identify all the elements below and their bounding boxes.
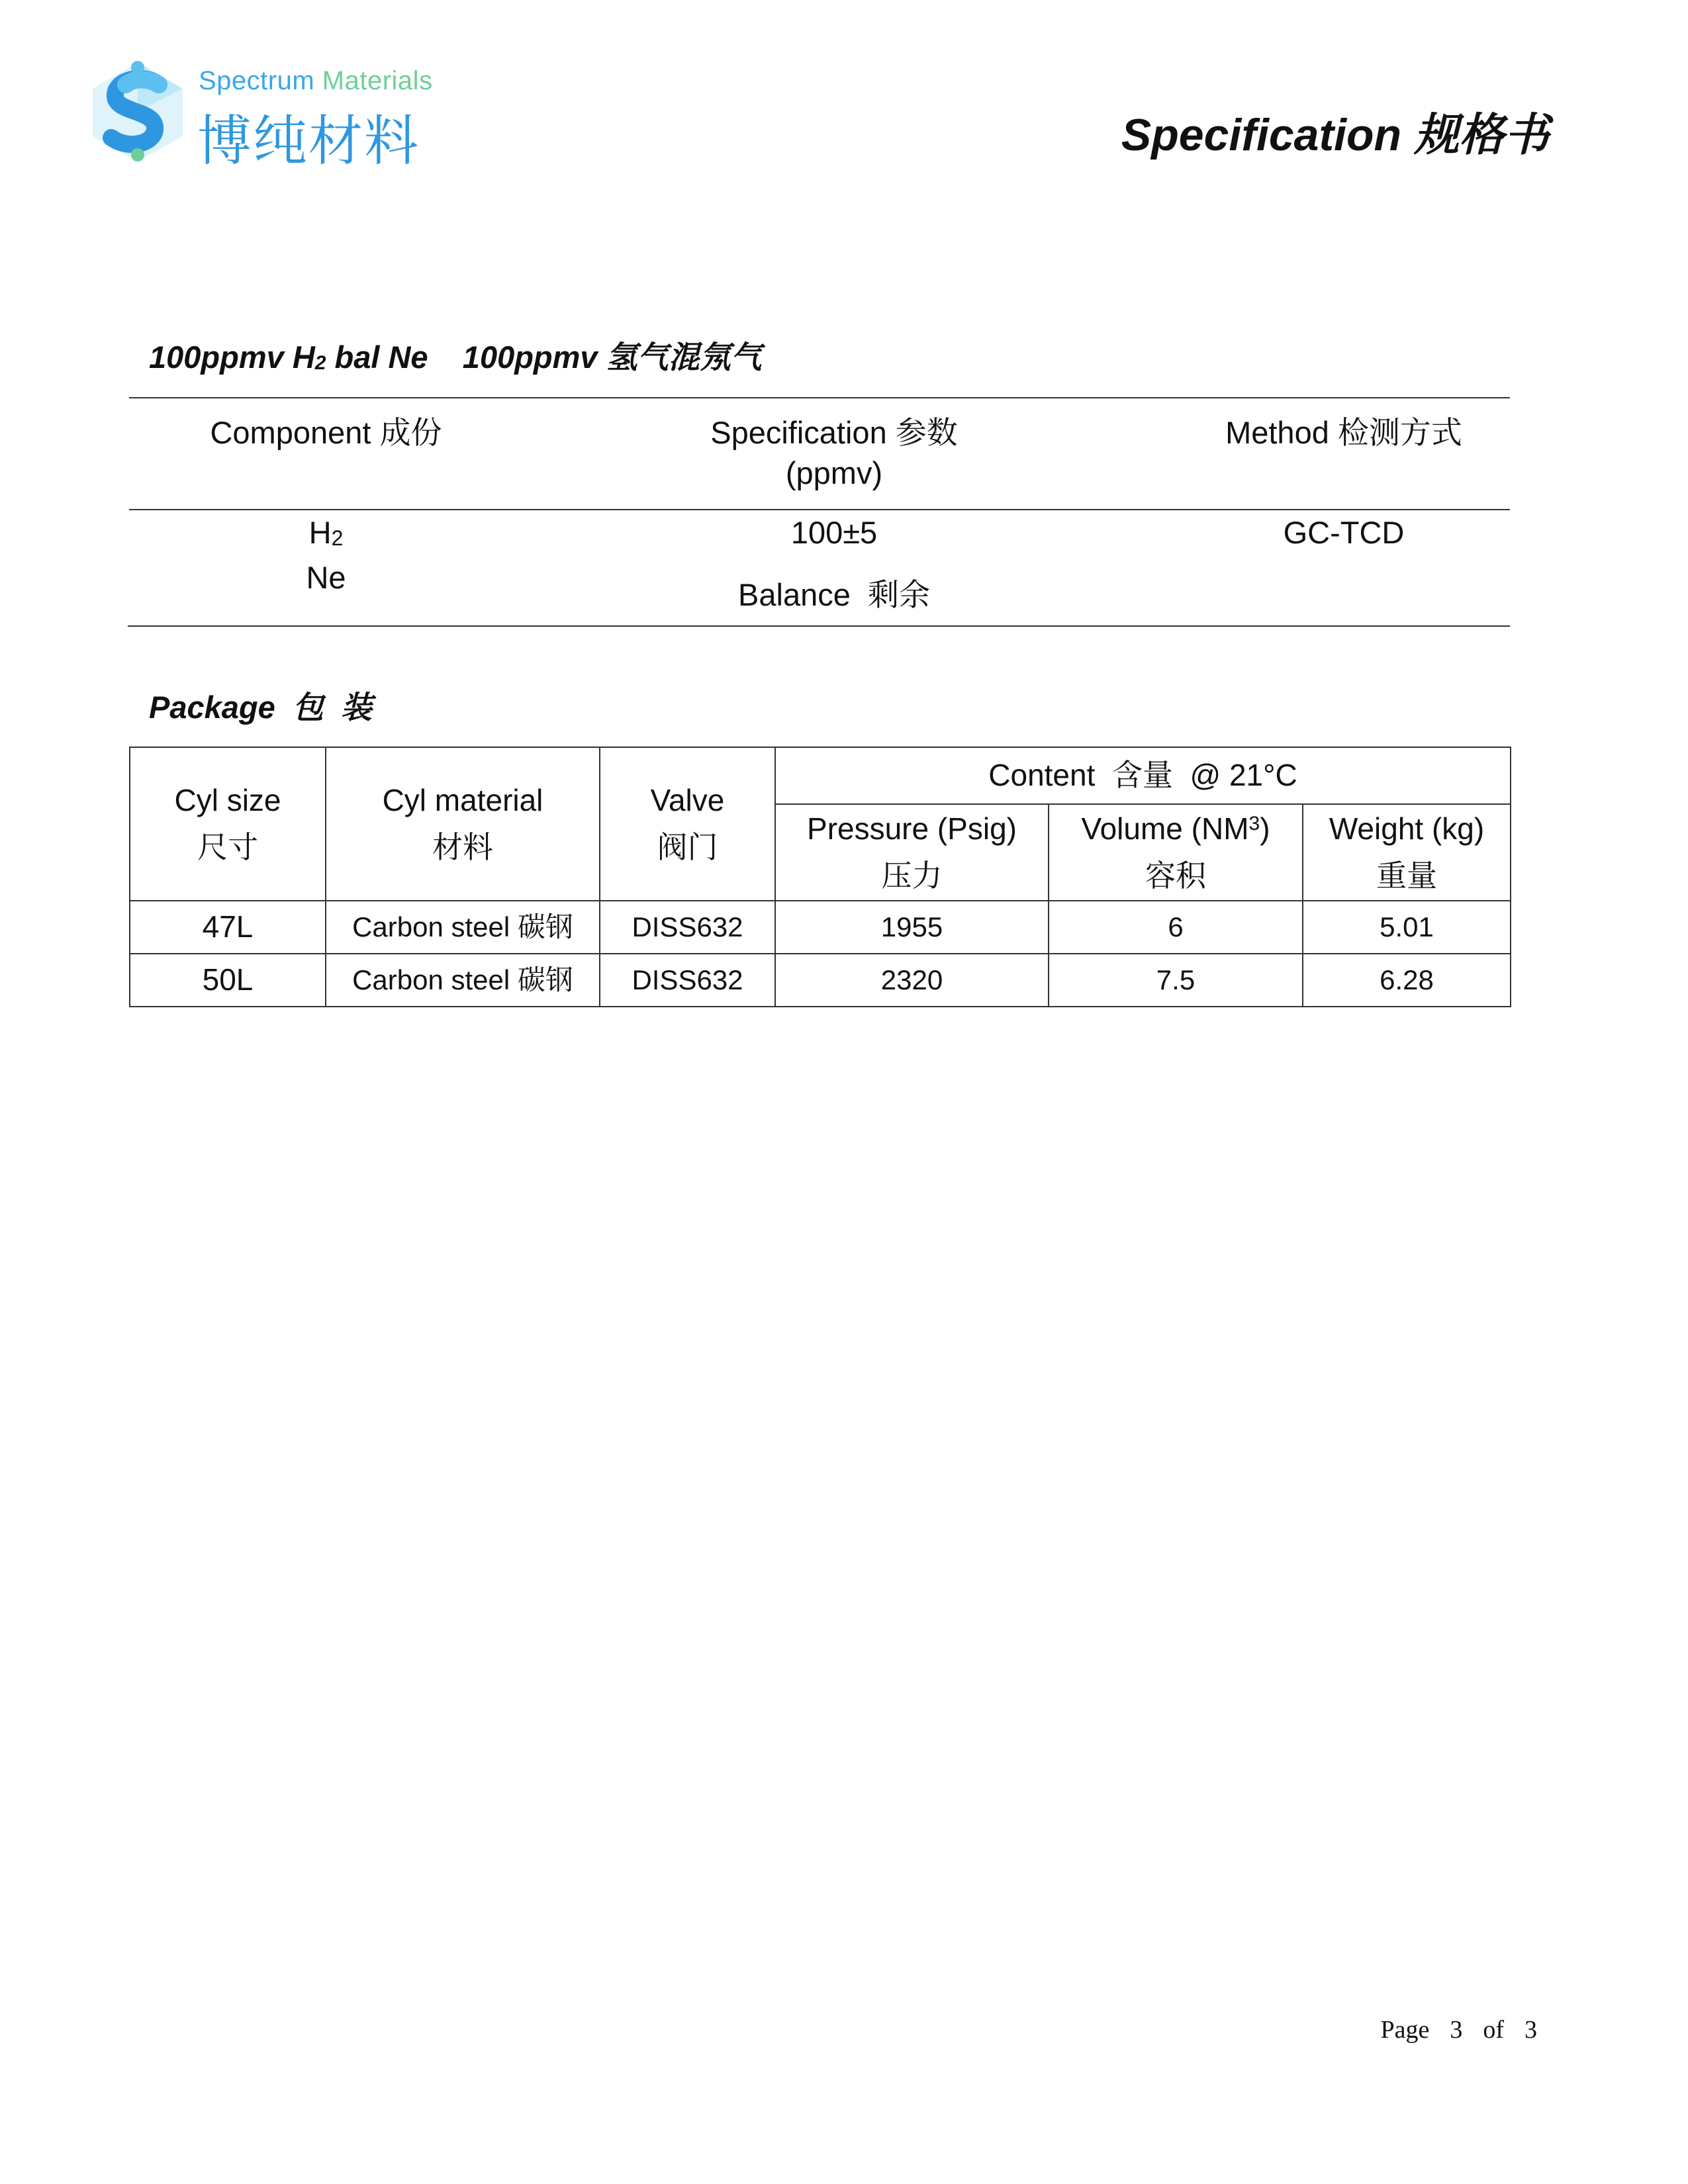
header-volume: Volume $(NM^3)$ 容积	[1049, 804, 1303, 901]
spec-row-component: $H_2$	[308, 515, 344, 550]
header-weight: Weight (kg) 重量	[1303, 804, 1511, 901]
header-pressure: Pressure (Psig) 压力	[775, 804, 1049, 901]
spec-table-header-rule	[129, 509, 1510, 510]
spec-table-top-rule	[129, 397, 1510, 398]
cell-valve: DISS632	[600, 954, 775, 1007]
cell-valve: DISS632	[600, 901, 775, 954]
company-logo-mark	[85, 58, 191, 164]
cell-material: Carbon steel 碳钢	[326, 901, 600, 954]
cell-weight: 5.01	[1303, 901, 1511, 954]
spec-header-unit: (ppmv)	[785, 455, 883, 490]
cell-material: Carbon steel 碳钢	[326, 954, 600, 1007]
logo-name-cn: 博纯材料	[197, 110, 420, 173]
table-row	[130, 954, 1511, 1007]
cell-volume: 7.5	[1049, 954, 1303, 1007]
spec-row-value: Balance 剩余	[738, 577, 930, 612]
spec-header-specification: Specification 参数	[710, 415, 958, 450]
spec-row-value: 100±5	[790, 515, 878, 550]
package-table	[129, 747, 1511, 1007]
header-cyl-size: Cyl size 尺寸	[130, 747, 326, 901]
cell-weight: 6.28	[1303, 954, 1511, 1007]
header-valve: Valve 阀门	[600, 747, 775, 901]
spec-row-component: Ne	[306, 560, 346, 595]
logo-name-en: Spectrum Materials	[199, 66, 433, 95]
header-cyl-material: Cyl material 材料	[326, 747, 600, 901]
cell-pressure: 1955	[775, 901, 1049, 954]
cell-pressure: 2320	[775, 954, 1049, 1007]
package-title: Package 包 装	[149, 690, 372, 725]
table-row	[130, 901, 1511, 954]
document-title: Specification 规格书	[1121, 110, 1549, 160]
spec-row-method: GC-TCD	[1283, 515, 1405, 550]
cell-size: 47L	[130, 901, 326, 954]
page-number: Page 3 of 3	[1380, 2016, 1537, 2044]
cell-size: 50L	[130, 954, 326, 1007]
spec-header-method: Method 检测方式	[1225, 415, 1462, 450]
spec-table-bottom-rule	[128, 625, 1510, 627]
product-title: 100ppmv $H_2$ bal Ne 100ppmv 氢气混氖气	[149, 340, 762, 375]
header-content: Content 含量 @ 21°C	[775, 747, 1511, 804]
cell-volume: 6	[1049, 901, 1303, 954]
spec-header-component: Component 成份	[210, 415, 442, 450]
